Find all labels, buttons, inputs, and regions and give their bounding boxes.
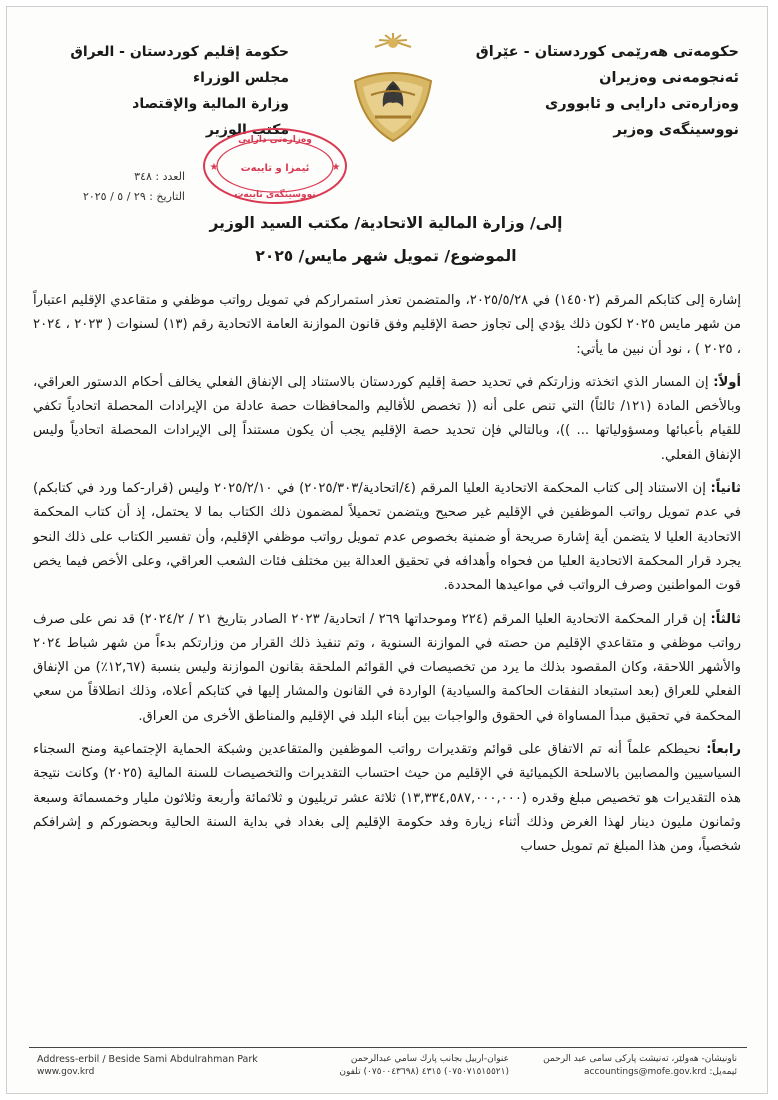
svg-text:★: ★ [331, 162, 341, 173]
paragraph-label: رابعاً: [706, 742, 741, 758]
footer-email-label: ئیمەیل: [709, 1067, 737, 1077]
header-ar-line: مجلس الوزراء [192, 70, 289, 86]
header-ar-line: مكتب الوزير [205, 122, 289, 138]
subject-line: الموضوع/ تمويل شهر مايس/ ٢٠٢٥ [255, 247, 517, 265]
footer-divider [29, 1047, 747, 1048]
paragraph-label: أولاً: [713, 374, 741, 390]
letter-date [59, 187, 185, 207]
paragraph-third [33, 608, 741, 729]
stamp-center-text: ئیمزا و تایبەت [240, 163, 310, 174]
footer-email-row [532, 1066, 737, 1079]
official-stamp [200, 125, 350, 207]
footer-address-ku: ناونیشان- هەولێر، تەنیشت پارکی سامی عبد الرحمن [543, 1054, 737, 1064]
number-label: العدد : [155, 170, 185, 183]
stamp-bottom-text: نووسینگەی تایبەت [234, 190, 316, 200]
paragraph-text: نحيطكم علماً أنه تم الاتفاق على قوائم وتقديرات رواتب الموظفين والمتقاعدين وشبكة الحماية الإجتماعية ومنح السجناء السياسيين والمصابين بالاسلحة الكيميائية في الإقليم من حيث احتساب التقديرات والتخصيصات للسنة المالية (٢٠٢٥) وكانت نتيجة هذه التقديرات هو تخصيص مبلغ وقدره (١٣,٣٣٤,٥٨٧,٠٠٠,٠٠٠) ثلاثة عشر تريليون و ثلاثمائة وأربعة وثلاثون مليار وخمسمائة وسبعة وثمانون مليون دينار لهذا الغرض وذلك أثناء زيارة وفد حكومة الإقليم إلى بغداد في بداية السنة الحالية وبحضوركم و إشرافكم شخصياً، ومن هذا المبلغ تم تمويل حساب [33, 742, 741, 855]
letter-page [6, 6, 768, 1094]
header-ku-line: نووسینگەی وەزیر [613, 122, 739, 138]
footer-kurdish [532, 1053, 737, 1079]
svg-text:★: ★ [209, 162, 219, 173]
paragraph-fourth [33, 738, 741, 859]
header-ar-line: حكومة إقليم كوردستان - العراق [70, 44, 289, 60]
letter-number [59, 167, 185, 187]
footer-english [37, 1053, 277, 1079]
number-value: ٣٤٨ [134, 170, 152, 183]
header-ku-line: وەزارەتی دارایی و ئابووری [545, 96, 739, 112]
footer-address-ar: عنوان-اربيل بجانب پارك سامي عبدالرحمن [350, 1054, 509, 1064]
footer-email-link[interactable]: accountings@mofe.gov.krd [584, 1067, 707, 1077]
footer-website-link[interactable]: www.gov.krd [37, 1067, 95, 1077]
paragraph-text: إن المسار الذي اتخذته وزارتكم في تحديد حصة إقليم كوردستان بالاستناد إلى الإنفاق الفعلي يخالف أحكام الدستور العراقي، وبالأخص المادة (١٢١/ ثالثاً) التي تنص على أنه (( تخصص للأقاليم والمحافظات حصة عادلة من الإيرادات المحصلة اتحادياً تكفي للقيام بأعبائها ومسؤولياتها ... ))، وبالتالي فإن تحديد حصة الإقليم يجب أن يكون مستنداً إلى الإيرادات المحصلة اتحادياً وليس الإنفاق الفعلي. [33, 374, 741, 463]
footer-phone: (٠٧٥٠٧١٥١٥٥٢١) ٤٣١٥ (٠٧٥٠٠٤٣٦٩٨) تلفون [339, 1067, 509, 1077]
paragraph-text: إن قرار المحكمة الاتحادية العليا المرقم (٢٢٤ وموحداتها ٢٦٩ / اتحادية/ ٢٠٢٣ الصادر بتاريخ ٢١ / ٢٠٢٤/٢) قد نص على صرف رواتب موظفي و متقاعدي الإقليم من حصته في الموازنة السنوية ، وتم تنفيذ ذلك القرار من وزارتكم بدءاً من شهر شباط ٢٠٢٤ والأشهر اللاحقة، وكان المقصود بذلك ما يرد من تخصيصات في القوائم الملحقة بقانون الموازنة وليس بنسبة (١٢,٦٧٪) من الإنفاق الفعلي للعراق (بعد استبعاد النفقات الحاكمة والسيادية) الواردة في القانون والمشار إليها في كتابكم أعلاه، وذلك انطلاقاً من سعي المحكمة في تحقيق مبدأ المساواة في الحقوق والواجبات بين أبناء البلد في الإقليم والمناطق الأخرى من العراق. [33, 611, 741, 724]
footer-arabic [289, 1053, 509, 1079]
paragraph-second [33, 477, 741, 598]
paragraph-label: ثانياً: [710, 481, 741, 497]
letter-meta [59, 167, 185, 207]
paragraph-first [33, 371, 741, 468]
stamp-ring-text: وەزارەتی دارایی [238, 135, 312, 145]
header-ar-line: وزارة المالية والإقتصاد [132, 96, 289, 112]
letter-body [33, 289, 741, 869]
intro-paragraph: إشارة إلى كتابكم المرقم (١٤٥٠٢) في ٢٠٢٥/٥/٢٨، والمتضمن تعذر استمراركم في تمويل رواتب موظفي و متقاعدي الإقليم اعتباراً من شهر مايس ٢٠٢٥ لكون ذلك يؤدي إلى تجاوز حصة الإقليم وفق قانون الموازنة العامة الاتحادية رقم (١٣) لسنوات ( ٢٠٢٣ ، ٢٠٢٤ ، ٢٠٢٥ ) ، نود أن نبين ما يأتي: [33, 293, 742, 357]
header-ku-line: حکومەتی هەرێمی کوردستان - عێراق [475, 44, 739, 60]
footer-address-en: Address-erbil / Beside Sami Abdulrahman Park [37, 1054, 258, 1065]
header-kurdish [475, 39, 739, 143]
paragraph-text: إن الاستناد إلى كتاب المحكمة الاتحادية العليا المرقم (٤/اتحادية/٢٠٢٥/٣٠٣) في ٢٠٢٥/٢/١٠ وليس (قرار-كما ورد في كتابكم) في عدم تمويل رواتب الموظفين في الإقليم غير صحيح ويتضمن تحميلاً لمضمون ذلك الكتاب بما لا يحتمل، إذ أن كتاب المحكمة الاتحادية العليا لا يتضمن أية إشارة صريحة أو ضمنية بخصوص عدم تمويل رواتب موظفي الإقليم، وأن تفسير الكتاب على ذلك النحو يجرد قرار المحكمة الاتحادية العليا من فحواه وأهدافه في تحقيق العدالة بين مختلف فئات الشعب العراقي، وعلى الأخص فيما يخص قوت المواطنين وصرف الرواتب في مواعيدها المحددة. [33, 481, 741, 594]
date-value: ٢٩ / ٥ / ٢٠٢٥ [82, 190, 146, 203]
recipient-line: إلى/ وزارة المالية الاتحادية/ مكتب السيد الوزير [209, 214, 563, 232]
kurdistan-emblem-logo [341, 31, 445, 149]
header-ku-line: ئەنجومەنی وەزیران [599, 70, 739, 86]
date-label: التاريخ : [149, 190, 185, 203]
paragraph-label: ثالثاً: [710, 611, 741, 627]
